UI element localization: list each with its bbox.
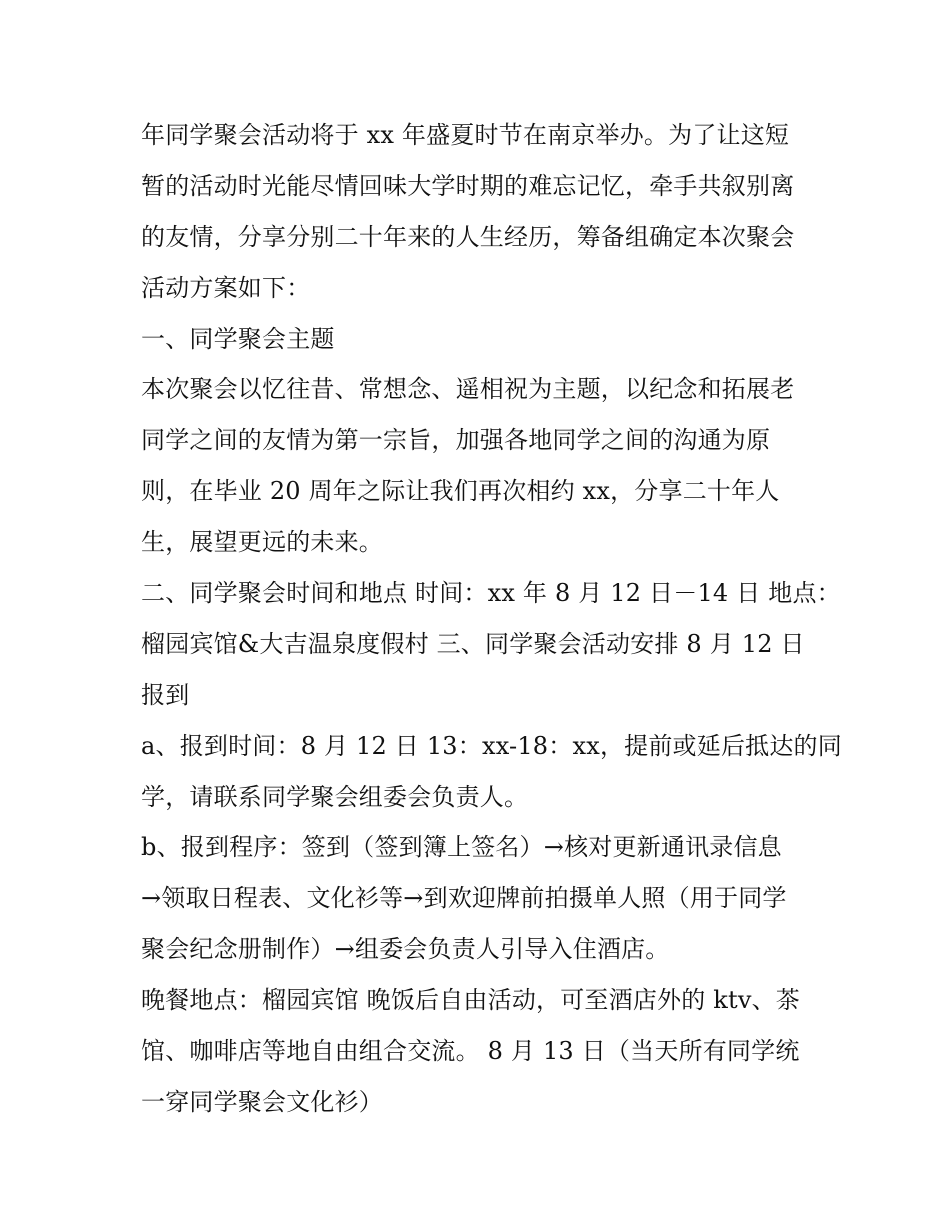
- text-line: 则，在毕业 20 周年之际让我们再次相约 xx，分享二十年人: [141, 477, 780, 506]
- text-line: 聚会纪念册制作）→组委会负责人引导入住酒店。: [141, 935, 670, 964]
- text-line: 学，请联系同学聚会组委会负责人。: [141, 782, 529, 811]
- text-line: 的友情，分享分别二十年来的人生经历，筹备组确定本次聚会: [141, 222, 795, 251]
- text-line: 榴园宾馆&大吉温泉度假村 三、同学聚会活动安排 8 月 12 日: [141, 629, 805, 658]
- text-line: a、报到时间：8 月 12 日 13：xx-18：xx，提前或延后抵达的同: [141, 731, 842, 760]
- text-line: 本次聚会以忆往昔、常想念、遥相祝为主题，以纪念和拓展老: [141, 375, 795, 404]
- text-line: b、报到程序：签到（签到簿上签名）→核对更新通讯录信息: [141, 833, 782, 862]
- section-heading: 一、同学聚会主题: [141, 324, 335, 353]
- text-line: 报到: [141, 680, 190, 709]
- text-line: 活动方案如下：: [141, 273, 311, 302]
- text-line: →领取日程表、文化衫等→到欢迎牌前拍摄单人照（用于同学: [141, 884, 787, 913]
- text-line: 晚餐地点：榴园宾馆 晚饭后自由活动，可至酒店外的 ktv、茶: [141, 986, 801, 1015]
- text-line: 年同学聚会活动将于 xx 年盛夏时节在南京举办。为了让这短: [141, 121, 790, 149]
- document-body: [141, 110, 842, 1128]
- text-line: 馆、咖啡店等地自由组合交流。 8 月 13 日（当天所有同学统: [141, 1037, 800, 1066]
- text-line: 生，展望更远的未来。: [141, 528, 383, 557]
- text-line: 同学之间的友情为第一宗旨，加强各地同学之间的沟通为原: [141, 426, 771, 455]
- text-line: 一穿同学聚会文化衫）: [141, 1087, 383, 1116]
- text-line: 暂的活动时光能尽情回味大学时期的难忘记忆，牵手共叙别离: [141, 171, 795, 200]
- section-heading: 二、同学聚会时间和地点 时间：xx 年 8 月 12 日－14 日 地点：: [141, 579, 841, 608]
